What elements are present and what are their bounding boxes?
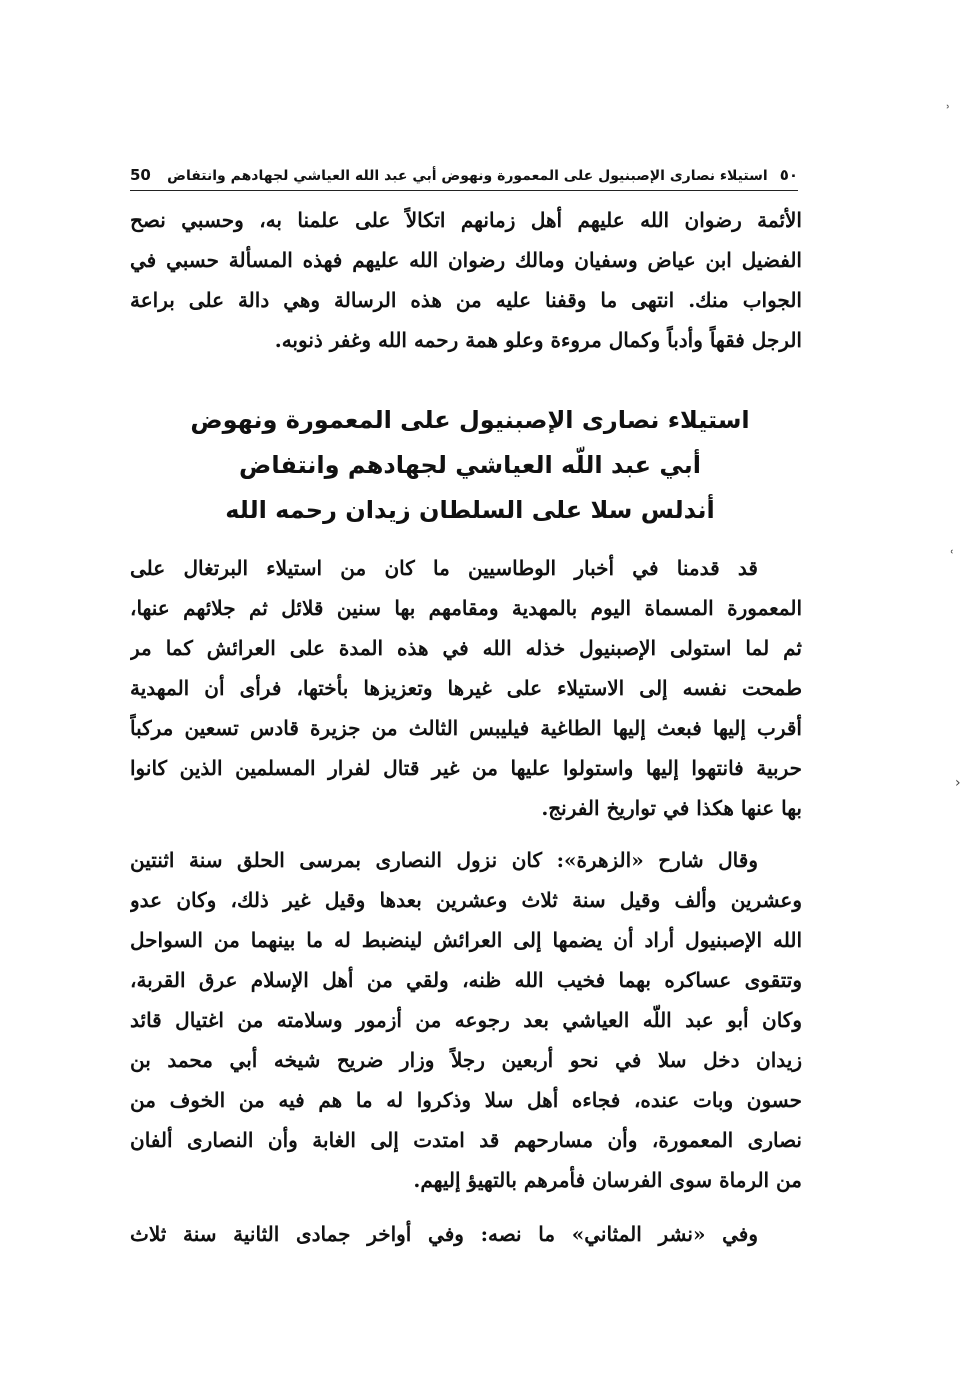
scan-mark: ›: [955, 775, 961, 791]
text-line: نصارى المعمورة، وأن مسارحهم قد امتدت إلى الغابة وأن النصارى ألفان: [130, 1128, 802, 1152]
paragraph-1: [130, 548, 802, 828]
text-line: من الرماة سوى الفرسان فأمرهم بالتهيؤ إليهم.: [413, 1168, 802, 1192]
heading-line: أندلس سلا على السلطان زيدان رحمه الله: [225, 496, 715, 524]
text-line: طمحت نفسه إلى الاستيلاء على غيرها وتعزيزها بأختها، فرأى أن المهدية: [130, 676, 802, 700]
page-number-latin: 50: [130, 166, 151, 184]
text-line: وفي «نشر المثاني» ما نصه: وفي أواخر جمادى الثانية سنة ثلاث: [130, 1222, 758, 1246]
text-line: الله الإصبنيول أراد أن يضمها إلى العرائش لينضبط له ما بينهما من السواحل: [130, 928, 802, 952]
heading-line: استيلاء نصارى الإصبنيول على المعمورة ونهوض: [190, 406, 750, 434]
text-line: الفضيل ابن عياض وسفيان ومالك رضوان الله عليهم فهذه المسألة حسبي في: [130, 248, 802, 272]
text-line: قد قدمنا في أخبار الوطاسيين ما كان من استيلاء البرتغال على: [130, 556, 758, 580]
paragraph-2: [130, 840, 802, 1200]
text-line: وكان أبو عبد اللّه العياشي بعد رجوعه من أزمور وسلامته من اغتيال قائد: [130, 1008, 802, 1032]
text-line: زيدان دخل سلا في نحو أربعين رجلاً وزار ضريح شيخه أبي محمد بن: [130, 1048, 802, 1072]
text-line: وقال شارح «الزهرة»: كان نزول النصارى بمرسى الحلق سنة اثنتين: [130, 848, 758, 872]
running-title: استيلاء نصارى الإصبنيول على المعمورة ونهوض أبي عبد الله العياشي لجهادهم وانتفاض: [167, 168, 768, 184]
paragraph-3: [130, 1214, 802, 1254]
page-header: [130, 152, 798, 191]
text-line: بها عنها هكذا في تواريخ الفرنج.: [541, 796, 802, 820]
text-line: المعمورة المسماة اليوم بالمهدية ومقامهم بها سنين قلائل ثم جلائهم عنها،: [130, 596, 802, 620]
text-line: أقرب إليها فبعث إليها الطاغية فيليبس الثالث من جزيرة قادس تسعين مركباً: [130, 716, 802, 740]
section-heading: [160, 398, 780, 533]
text-line: حسون وبات عنده، فجاءه أهل سلا وذكروا له ما هم فيه من الخوف من: [130, 1088, 802, 1112]
text-line: وعشرين وألف وقيل سنة ثلاث وعشرين بعدها وقيل غير ذلك، وكان عدو: [130, 888, 802, 912]
page-number-arabic: ٥٠: [779, 166, 798, 184]
heading-line: أبي عبد اللّه العياشي لجهادهم وانتفاض: [239, 451, 701, 479]
text-line: وتتقوى عساكره بهما فخيب الله ظنه، ولقي من أهل الإسلام عرق القربة،: [130, 968, 802, 992]
text-line: الأئمة رضوان الله عليهم أهل زمانهم اتكالاً على علمنا به، وحسبي نصح: [130, 208, 802, 232]
text-line: الجواب منك. انتهى ما وقفنا عليه من هذه الرسالة وهي دالة على براعة: [130, 288, 802, 312]
text-line: الرجل فقهاً وأدباً وكمال مروءة وعلو همة رحمه الله وغفر ذنوبه.: [274, 328, 802, 352]
text-line: حربية فانتهوا إليها واستولوا عليها من غير قتال لفرار المسلمين الذين كانوا: [130, 756, 802, 780]
scan-mark: ˓: [950, 545, 955, 561]
text-line: ثم لما استولى الإصبنيول خذله الله في هذه المدة على العرائش كما مر: [130, 636, 802, 660]
scan-mark: ˒: [946, 100, 951, 116]
intro-paragraph: [130, 200, 802, 360]
